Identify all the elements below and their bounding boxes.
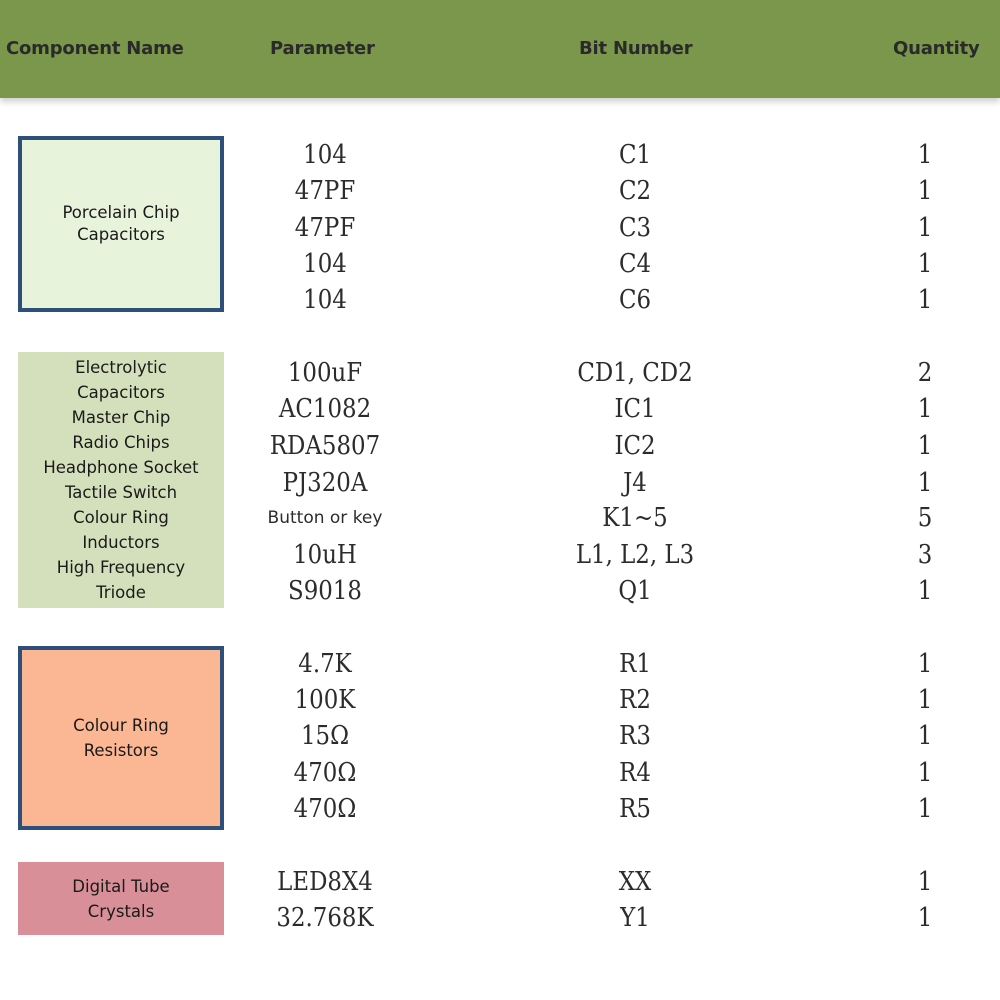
table-row bbox=[0, 682, 1000, 718]
table-row bbox=[0, 210, 1000, 246]
quantity-cell: 1 bbox=[917, 685, 933, 715]
group-label-line: Master Chip bbox=[71, 408, 171, 427]
bit-number-cell: R3 bbox=[619, 721, 651, 751]
quantity-cell: 1 bbox=[917, 758, 933, 788]
quantity-cell: 1 bbox=[917, 468, 933, 498]
bit-number-cell: C2 bbox=[618, 176, 652, 206]
table-row bbox=[0, 428, 1000, 464]
parameter-cell: 47PF bbox=[294, 176, 356, 206]
bit-number-cell: IC1 bbox=[614, 394, 656, 424]
quantity-cell: 1 bbox=[917, 249, 933, 279]
group-label-line: High Frequency bbox=[56, 558, 186, 577]
header-parameter: Parameter bbox=[270, 38, 375, 59]
quantity-cell: 1 bbox=[917, 721, 933, 751]
bit-number-cell: K1~5 bbox=[602, 503, 668, 533]
parameter-cell: 47PF bbox=[294, 213, 356, 243]
parameter-cell: 32.768K bbox=[276, 903, 374, 933]
quantity-cell: 2 bbox=[917, 358, 933, 388]
parameter-cell: RDA5807 bbox=[269, 431, 381, 461]
parameter-cell: 4.7K bbox=[298, 649, 352, 679]
group-label-line: Crystals bbox=[87, 901, 155, 921]
quantity-cell: 1 bbox=[917, 213, 933, 243]
parameter-cell: 100K bbox=[294, 685, 356, 715]
parameter-cell: 470Ω bbox=[293, 794, 357, 824]
table-row bbox=[0, 864, 1000, 900]
bit-number-cell: R1 bbox=[619, 649, 651, 679]
bit-number-cell: C4 bbox=[618, 249, 652, 279]
table-row bbox=[0, 391, 1000, 427]
table-row bbox=[0, 137, 1000, 173]
table-row bbox=[0, 537, 1000, 573]
quantity-cell: 1 bbox=[917, 867, 933, 897]
parameter-cell: PJ320A bbox=[282, 468, 368, 498]
bit-number-cell: CD1, CD2 bbox=[577, 358, 693, 388]
group-label-line: Colour Ring bbox=[73, 508, 169, 527]
bit-number-cell: J4 bbox=[623, 468, 647, 498]
bit-number-cell: L1, L2, L3 bbox=[575, 540, 695, 570]
quantity-cell: 1 bbox=[917, 176, 933, 206]
parameter-cell: S9018 bbox=[288, 576, 362, 606]
parameter-cell: 10uH bbox=[293, 540, 357, 570]
bit-number-cell: IC2 bbox=[614, 431, 656, 461]
bit-number-cell: R4 bbox=[619, 758, 651, 788]
quantity-cell: 1 bbox=[917, 649, 933, 679]
group-label-line: Tactile Switch bbox=[64, 483, 178, 502]
group-label-line: Resistors bbox=[83, 741, 159, 760]
group-label-line: Electrolytic bbox=[75, 358, 167, 377]
parameter-cell: LED8X4 bbox=[277, 867, 373, 897]
bit-number-cell: Q1 bbox=[618, 576, 652, 606]
group-label-line: Headphone Socket bbox=[43, 458, 199, 477]
parameter-cell: AC1082 bbox=[278, 394, 372, 424]
parameter-cell: Button or key bbox=[267, 508, 383, 528]
table-row bbox=[0, 355, 1000, 391]
parameter-cell: 470Ω bbox=[293, 758, 357, 788]
quantity-cell: 1 bbox=[917, 576, 933, 606]
parameter-cell: 104 bbox=[303, 249, 347, 279]
parameter-cell: 100uF bbox=[287, 358, 363, 388]
table-row bbox=[0, 173, 1000, 209]
quantity-cell: 3 bbox=[917, 540, 933, 570]
quantity-cell: 1 bbox=[917, 394, 933, 424]
quantity-cell: 1 bbox=[917, 794, 933, 824]
table-row bbox=[0, 646, 1000, 682]
table-row bbox=[0, 500, 1000, 536]
group-label-line: Inductors bbox=[82, 533, 160, 552]
quantity-cell: 1 bbox=[917, 285, 933, 315]
table-row bbox=[0, 246, 1000, 282]
table-row bbox=[0, 755, 1000, 791]
group-label-line: Radio Chips bbox=[72, 433, 170, 452]
table-row bbox=[0, 465, 1000, 501]
table-row bbox=[0, 718, 1000, 754]
table-header bbox=[0, 0, 1000, 98]
parameter-cell: 104 bbox=[303, 140, 347, 170]
group-label-line: Digital Tube bbox=[72, 876, 170, 896]
bit-number-cell: C6 bbox=[618, 285, 652, 315]
header-bit-number: Bit Number bbox=[579, 38, 693, 59]
group-label-line: Capacitors bbox=[77, 383, 165, 402]
bit-number-cell: C3 bbox=[618, 213, 652, 243]
header-quantity: Quantity bbox=[893, 38, 980, 59]
header-component-name: Component Name bbox=[6, 38, 184, 59]
group-label-line: Capacitors bbox=[77, 225, 165, 244]
group-label-line: Colour Ring bbox=[73, 716, 169, 735]
bit-number-cell: XX bbox=[618, 867, 652, 897]
bit-number-cell: Y1 bbox=[620, 903, 650, 933]
bit-number-cell: R2 bbox=[619, 685, 651, 715]
quantity-cell: 1 bbox=[917, 140, 933, 170]
table-row bbox=[0, 573, 1000, 609]
table-row bbox=[0, 282, 1000, 318]
table-row bbox=[0, 900, 1000, 936]
quantity-cell: 5 bbox=[917, 503, 933, 533]
parameter-cell: 104 bbox=[303, 285, 347, 315]
parameter-cell: 15Ω bbox=[300, 721, 350, 751]
quantity-cell: 1 bbox=[917, 903, 933, 933]
table-row bbox=[0, 791, 1000, 827]
bit-number-cell: R5 bbox=[619, 794, 651, 824]
bit-number-cell: C1 bbox=[618, 140, 652, 170]
group-label-line: Porcelain Chip bbox=[62, 203, 180, 222]
group-label-line: Triode bbox=[96, 583, 146, 602]
quantity-cell: 1 bbox=[917, 431, 933, 461]
